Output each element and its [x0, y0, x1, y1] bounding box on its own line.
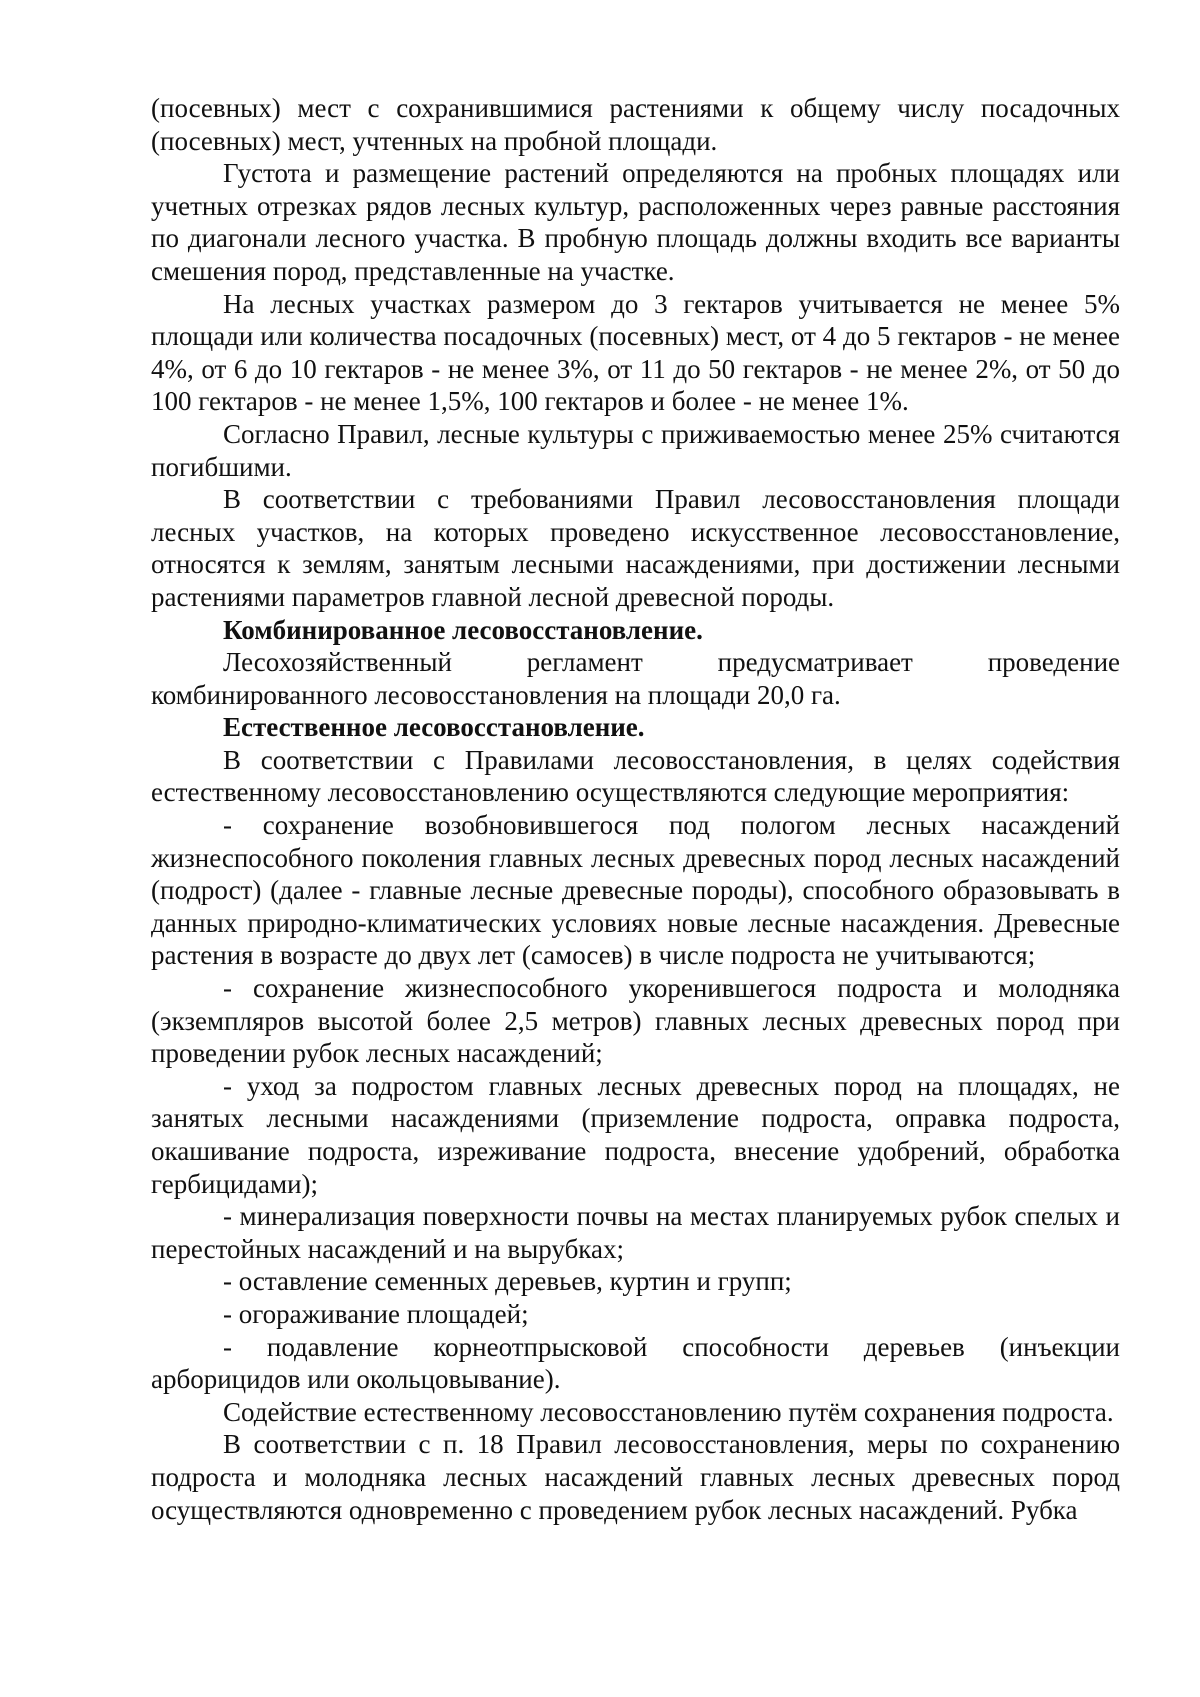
- paragraph-assistance-undergrowth: Содействие естественному лесовосстановлению путём сохранения подроста.: [223, 1396, 1114, 1427]
- document-page: [151, 92, 1120, 1526]
- list-item-seed-trees: - оставление семенных деревьев, куртин и групп;: [223, 1266, 792, 1297]
- list-item-preserve-undergrowth: - сохранение возобновившегося под пологом лесных насаждений жизнеспособного поколения главных лесных древесных пород лесных насаждений (подрост) (далее - главные лесные древесные породы), способного образовывать в данных природно-климатических условиях новые лесные насаждения. Древесные растения в возрасте до двух лет (самосев) в числе подроста не учитываются;: [151, 810, 1120, 971]
- paragraph-rule-18: В соответствии с п. 18 Правил лесовосстановления, меры по сохранению подроста и молодняка лесных насаждений главных лесных древесных пород осуществляются одновременно с проведением рубок лесных насаждений. Рубка: [151, 1429, 1120, 1525]
- list-item-undergrowth-care: - уход за подростом главных лесных древесных пород на площадях, не занятых лесными насаждениями (приземление подроста, оправка подроста, окашивание подроста, изреживание подроста, внесение удобрений, обработка гербицидами);: [151, 1070, 1120, 1199]
- heading-natural-reforestation: Естественное лесовосстановление.: [223, 712, 645, 743]
- list-item-preserve-young-growth: - сохранение жизнеспособного укоренившегося подроста и молодняка (экземпляров высотой более 2,5 метров) главных лесных древесных пород при проведении рубок лесных насаждений;: [151, 973, 1120, 1069]
- paragraph-survival-ratio: (посевных) мест с сохранившимися растениями к общему числу посадочных (посевных) мест, учтенных на пробной площади.: [151, 93, 1120, 156]
- paragraph-dead-cultures: Согласно Правил, лесные культуры с приживаемостью менее 25% считаются погибшими.: [151, 418, 1120, 482]
- heading-combined-reforestation: Комбинированное лесовосстановление.: [223, 614, 703, 645]
- list-item-fencing: - огораживание площадей;: [223, 1298, 529, 1329]
- paragraph-combined-reforestation: Лесохозяйственный регламент предусматривает проведение комбинированного лесовосстановления на площади 20,0 га.: [151, 647, 1120, 710]
- paragraph-natural-measures-intro: В соответствии с Правилами лесовосстановления, в целях содействия естественному лесовосстановлению осуществляются следующие мероприятия:: [151, 744, 1120, 808]
- paragraph-plant-density: Густота и размещение растений определяются на пробных площадях или учетных отрезках рядов лесных культур, расположенных через равные расстояния по диагонали лесного участка. В пробную площадь должны входить все варианты смешения пород, представленные на участке.: [151, 158, 1120, 286]
- paragraph-land-classification: В соответствии с требованиями Правил лесовосстановления площади лесных участков, на которых проведено искусственное лесовосстановление, относятся к землям, занятым лесными насаждениями, при достижении лесными растениями параметров главной лесной древесной породы.: [151, 484, 1120, 612]
- list-item-soil-mineralization: - минерализация поверхности почвы на местах планируемых рубок спелых и перестойных насаждений и на вырубках;: [151, 1201, 1120, 1264]
- list-item-root-sprout-suppression: - подавление корнеотпрысковой способности деревьев (инъекции арборицидов или окольцовывание).: [151, 1331, 1120, 1395]
- paragraph-sample-area-percentages: На лесных участках размером до 3 гектаров учитывается не менее 5% площади или количества посадочных (посевных) мест, от 4 до 5 гектаров - не менее 4%, от 6 до 10 гектаров - не менее 3%, от 11 до 50 гектаров - не менее 2%, от 50 до 100 гектаров - не менее 1,5%, 100 гектаров и более - не менее 1%.: [151, 288, 1120, 417]
